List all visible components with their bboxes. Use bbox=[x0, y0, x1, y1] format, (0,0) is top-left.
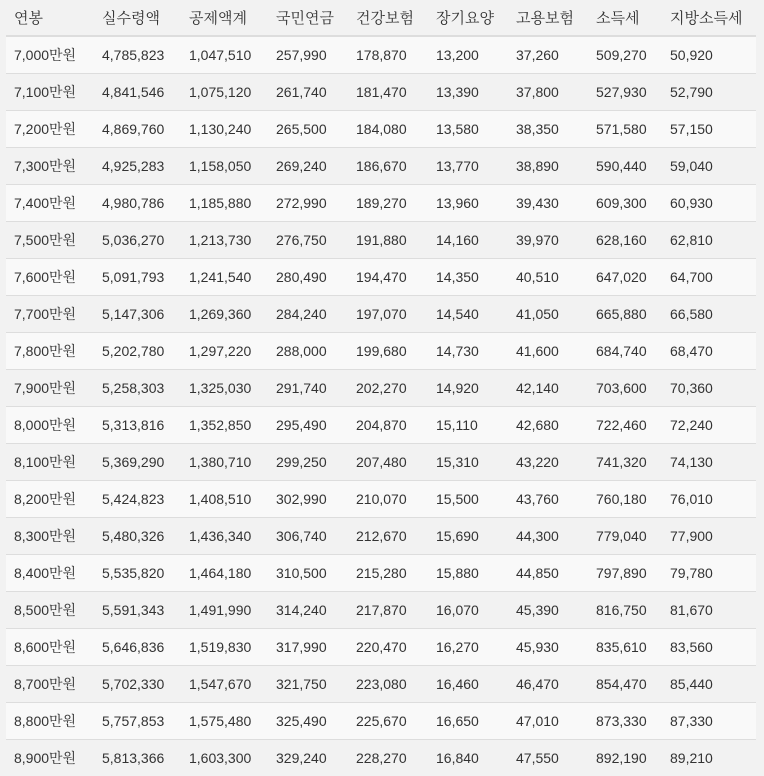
cell-long-term-care: 13,390 bbox=[428, 74, 508, 111]
cell-total-deductions: 1,408,510 bbox=[181, 481, 268, 518]
table-header bbox=[6, 0, 756, 36]
cell-annual-salary: 7,600만원 bbox=[6, 259, 94, 296]
cell-annual-salary: 7,700만원 bbox=[6, 296, 94, 333]
cell-health-insurance: 181,470 bbox=[348, 74, 428, 111]
cell-total-deductions: 1,185,880 bbox=[181, 185, 268, 222]
cell-local-income-tax: 72,240 bbox=[662, 407, 756, 444]
table-row bbox=[6, 333, 756, 370]
cell-annual-salary: 8,100만원 bbox=[6, 444, 94, 481]
table-row bbox=[6, 555, 756, 592]
cell-net-pay: 5,646,836 bbox=[94, 629, 181, 666]
cell-total-deductions: 1,519,830 bbox=[181, 629, 268, 666]
cell-long-term-care: 14,160 bbox=[428, 222, 508, 259]
cell-health-insurance: 178,870 bbox=[348, 36, 428, 74]
table-row bbox=[6, 370, 756, 407]
cell-health-insurance: 220,470 bbox=[348, 629, 428, 666]
header-long-term-care: 장기요양 bbox=[428, 0, 508, 36]
cell-net-pay: 5,757,853 bbox=[94, 703, 181, 740]
table-row bbox=[6, 259, 756, 296]
cell-national-pension: 269,240 bbox=[268, 148, 348, 185]
cell-health-insurance: 217,870 bbox=[348, 592, 428, 629]
table-row bbox=[6, 222, 756, 259]
cell-total-deductions: 1,325,030 bbox=[181, 370, 268, 407]
cell-net-pay: 4,980,786 bbox=[94, 185, 181, 222]
cell-long-term-care: 14,730 bbox=[428, 333, 508, 370]
cell-health-insurance: 197,070 bbox=[348, 296, 428, 333]
cell-annual-salary: 8,800만원 bbox=[6, 703, 94, 740]
cell-national-pension: 317,990 bbox=[268, 629, 348, 666]
cell-long-term-care: 15,110 bbox=[428, 407, 508, 444]
table-row bbox=[6, 148, 756, 185]
cell-annual-salary: 7,100만원 bbox=[6, 74, 94, 111]
cell-local-income-tax: 68,470 bbox=[662, 333, 756, 370]
table-row bbox=[6, 36, 756, 74]
cell-income-tax: 816,750 bbox=[588, 592, 662, 629]
cell-long-term-care: 14,540 bbox=[428, 296, 508, 333]
cell-long-term-care: 14,350 bbox=[428, 259, 508, 296]
table-row bbox=[6, 481, 756, 518]
cell-annual-salary: 7,500만원 bbox=[6, 222, 94, 259]
cell-national-pension: 321,750 bbox=[268, 666, 348, 703]
table-row bbox=[6, 407, 756, 444]
header-local-income-tax: 지방소득세 bbox=[662, 0, 756, 36]
cell-total-deductions: 1,213,730 bbox=[181, 222, 268, 259]
table-row bbox=[6, 74, 756, 111]
cell-local-income-tax: 79,780 bbox=[662, 555, 756, 592]
cell-total-deductions: 1,575,480 bbox=[181, 703, 268, 740]
cell-income-tax: 703,600 bbox=[588, 370, 662, 407]
cell-income-tax: 797,890 bbox=[588, 555, 662, 592]
header-net-pay: 실수령액 bbox=[94, 0, 181, 36]
cell-employment-insurance: 43,220 bbox=[508, 444, 588, 481]
cell-income-tax: 760,180 bbox=[588, 481, 662, 518]
cell-net-pay: 5,147,306 bbox=[94, 296, 181, 333]
cell-total-deductions: 1,269,360 bbox=[181, 296, 268, 333]
cell-total-deductions: 1,547,670 bbox=[181, 666, 268, 703]
cell-health-insurance: 225,670 bbox=[348, 703, 428, 740]
cell-total-deductions: 1,491,990 bbox=[181, 592, 268, 629]
cell-total-deductions: 1,047,510 bbox=[181, 36, 268, 74]
cell-health-insurance: 215,280 bbox=[348, 555, 428, 592]
cell-net-pay: 5,202,780 bbox=[94, 333, 181, 370]
cell-national-pension: 306,740 bbox=[268, 518, 348, 555]
cell-long-term-care: 16,650 bbox=[428, 703, 508, 740]
cell-annual-salary: 7,800만원 bbox=[6, 333, 94, 370]
cell-national-pension: 314,240 bbox=[268, 592, 348, 629]
cell-national-pension: 329,240 bbox=[268, 740, 348, 776]
header-row bbox=[6, 0, 756, 36]
cell-total-deductions: 1,130,240 bbox=[181, 111, 268, 148]
cell-national-pension: 261,740 bbox=[268, 74, 348, 111]
cell-national-pension: 302,990 bbox=[268, 481, 348, 518]
cell-total-deductions: 1,380,710 bbox=[181, 444, 268, 481]
table-row bbox=[6, 518, 756, 555]
cell-local-income-tax: 83,560 bbox=[662, 629, 756, 666]
cell-net-pay: 4,841,546 bbox=[94, 74, 181, 111]
cell-national-pension: 276,750 bbox=[268, 222, 348, 259]
cell-net-pay: 5,480,326 bbox=[94, 518, 181, 555]
table-row bbox=[6, 703, 756, 740]
cell-net-pay: 5,313,816 bbox=[94, 407, 181, 444]
cell-net-pay: 5,535,820 bbox=[94, 555, 181, 592]
cell-employment-insurance: 37,260 bbox=[508, 36, 588, 74]
cell-net-pay: 4,925,283 bbox=[94, 148, 181, 185]
cell-income-tax: 647,020 bbox=[588, 259, 662, 296]
cell-total-deductions: 1,603,300 bbox=[181, 740, 268, 776]
cell-net-pay: 5,091,793 bbox=[94, 259, 181, 296]
salary-net-pay-table bbox=[6, 0, 756, 776]
cell-local-income-tax: 52,790 bbox=[662, 74, 756, 111]
cell-long-term-care: 16,840 bbox=[428, 740, 508, 776]
cell-annual-salary: 7,300만원 bbox=[6, 148, 94, 185]
cell-income-tax: 509,270 bbox=[588, 36, 662, 74]
cell-health-insurance: 189,270 bbox=[348, 185, 428, 222]
cell-income-tax: 527,930 bbox=[588, 74, 662, 111]
cell-local-income-tax: 76,010 bbox=[662, 481, 756, 518]
cell-local-income-tax: 50,920 bbox=[662, 36, 756, 74]
cell-health-insurance: 186,670 bbox=[348, 148, 428, 185]
cell-local-income-tax: 62,810 bbox=[662, 222, 756, 259]
cell-health-insurance: 228,270 bbox=[348, 740, 428, 776]
cell-national-pension: 265,500 bbox=[268, 111, 348, 148]
cell-employment-insurance: 40,510 bbox=[508, 259, 588, 296]
cell-income-tax: 722,460 bbox=[588, 407, 662, 444]
cell-annual-salary: 8,500만원 bbox=[6, 592, 94, 629]
table-row bbox=[6, 111, 756, 148]
cell-local-income-tax: 87,330 bbox=[662, 703, 756, 740]
cell-employment-insurance: 38,350 bbox=[508, 111, 588, 148]
cell-national-pension: 284,240 bbox=[268, 296, 348, 333]
cell-health-insurance: 204,870 bbox=[348, 407, 428, 444]
salary-table-container bbox=[6, 0, 756, 776]
cell-annual-salary: 7,400만원 bbox=[6, 185, 94, 222]
cell-local-income-tax: 59,040 bbox=[662, 148, 756, 185]
cell-net-pay: 5,702,330 bbox=[94, 666, 181, 703]
cell-income-tax: 892,190 bbox=[588, 740, 662, 776]
cell-net-pay: 4,785,823 bbox=[94, 36, 181, 74]
cell-net-pay: 5,424,823 bbox=[94, 481, 181, 518]
cell-net-pay: 5,258,303 bbox=[94, 370, 181, 407]
cell-national-pension: 299,250 bbox=[268, 444, 348, 481]
cell-total-deductions: 1,297,220 bbox=[181, 333, 268, 370]
cell-long-term-care: 13,960 bbox=[428, 185, 508, 222]
cell-health-insurance: 194,470 bbox=[348, 259, 428, 296]
table-body bbox=[6, 36, 756, 776]
cell-local-income-tax: 60,930 bbox=[662, 185, 756, 222]
cell-net-pay: 4,869,760 bbox=[94, 111, 181, 148]
header-employment-insurance: 고용보험 bbox=[508, 0, 588, 36]
cell-income-tax: 835,610 bbox=[588, 629, 662, 666]
table-row bbox=[6, 444, 756, 481]
cell-health-insurance: 199,680 bbox=[348, 333, 428, 370]
table-row bbox=[6, 296, 756, 333]
cell-annual-salary: 8,900만원 bbox=[6, 740, 94, 776]
cell-employment-insurance: 46,470 bbox=[508, 666, 588, 703]
cell-annual-salary: 8,000만원 bbox=[6, 407, 94, 444]
cell-income-tax: 684,740 bbox=[588, 333, 662, 370]
cell-long-term-care: 16,070 bbox=[428, 592, 508, 629]
cell-income-tax: 628,160 bbox=[588, 222, 662, 259]
cell-annual-salary: 7,000만원 bbox=[6, 36, 94, 74]
cell-total-deductions: 1,436,340 bbox=[181, 518, 268, 555]
cell-long-term-care: 13,770 bbox=[428, 148, 508, 185]
cell-net-pay: 5,369,290 bbox=[94, 444, 181, 481]
table-row bbox=[6, 666, 756, 703]
cell-long-term-care: 13,200 bbox=[428, 36, 508, 74]
header-income-tax: 소득세 bbox=[588, 0, 662, 36]
header-health-insurance: 건강보험 bbox=[348, 0, 428, 36]
cell-long-term-care: 16,460 bbox=[428, 666, 508, 703]
cell-employment-insurance: 41,050 bbox=[508, 296, 588, 333]
cell-local-income-tax: 89,210 bbox=[662, 740, 756, 776]
cell-long-term-care: 15,500 bbox=[428, 481, 508, 518]
cell-annual-salary: 8,400만원 bbox=[6, 555, 94, 592]
cell-national-pension: 257,990 bbox=[268, 36, 348, 74]
cell-local-income-tax: 74,130 bbox=[662, 444, 756, 481]
cell-employment-insurance: 41,600 bbox=[508, 333, 588, 370]
cell-total-deductions: 1,158,050 bbox=[181, 148, 268, 185]
cell-income-tax: 571,580 bbox=[588, 111, 662, 148]
cell-employment-insurance: 44,850 bbox=[508, 555, 588, 592]
cell-net-pay: 5,591,343 bbox=[94, 592, 181, 629]
cell-national-pension: 295,490 bbox=[268, 407, 348, 444]
cell-employment-insurance: 42,140 bbox=[508, 370, 588, 407]
cell-income-tax: 665,880 bbox=[588, 296, 662, 333]
cell-annual-salary: 8,200만원 bbox=[6, 481, 94, 518]
cell-income-tax: 609,300 bbox=[588, 185, 662, 222]
cell-long-term-care: 15,310 bbox=[428, 444, 508, 481]
table-row bbox=[6, 740, 756, 776]
cell-national-pension: 280,490 bbox=[268, 259, 348, 296]
cell-local-income-tax: 70,360 bbox=[662, 370, 756, 407]
cell-total-deductions: 1,241,540 bbox=[181, 259, 268, 296]
cell-employment-insurance: 42,680 bbox=[508, 407, 588, 444]
cell-employment-insurance: 44,300 bbox=[508, 518, 588, 555]
cell-local-income-tax: 66,580 bbox=[662, 296, 756, 333]
cell-employment-insurance: 39,430 bbox=[508, 185, 588, 222]
header-total-deductions: 공제액계 bbox=[181, 0, 268, 36]
cell-long-term-care: 13,580 bbox=[428, 111, 508, 148]
cell-employment-insurance: 47,010 bbox=[508, 703, 588, 740]
table-row bbox=[6, 185, 756, 222]
cell-long-term-care: 16,270 bbox=[428, 629, 508, 666]
cell-employment-insurance: 47,550 bbox=[508, 740, 588, 776]
cell-local-income-tax: 77,900 bbox=[662, 518, 756, 555]
cell-income-tax: 779,040 bbox=[588, 518, 662, 555]
header-national-pension: 국민연금 bbox=[268, 0, 348, 36]
cell-net-pay: 5,036,270 bbox=[94, 222, 181, 259]
cell-health-insurance: 184,080 bbox=[348, 111, 428, 148]
cell-national-pension: 291,740 bbox=[268, 370, 348, 407]
cell-income-tax: 590,440 bbox=[588, 148, 662, 185]
cell-net-pay: 5,813,366 bbox=[94, 740, 181, 776]
cell-employment-insurance: 38,890 bbox=[508, 148, 588, 185]
cell-total-deductions: 1,075,120 bbox=[181, 74, 268, 111]
cell-national-pension: 310,500 bbox=[268, 555, 348, 592]
cell-employment-insurance: 39,970 bbox=[508, 222, 588, 259]
cell-national-pension: 272,990 bbox=[268, 185, 348, 222]
cell-national-pension: 288,000 bbox=[268, 333, 348, 370]
cell-health-insurance: 212,670 bbox=[348, 518, 428, 555]
cell-annual-salary: 7,900만원 bbox=[6, 370, 94, 407]
cell-annual-salary: 7,200만원 bbox=[6, 111, 94, 148]
cell-local-income-tax: 85,440 bbox=[662, 666, 756, 703]
cell-income-tax: 873,330 bbox=[588, 703, 662, 740]
cell-health-insurance: 207,480 bbox=[348, 444, 428, 481]
cell-employment-insurance: 45,390 bbox=[508, 592, 588, 629]
table-row bbox=[6, 629, 756, 666]
cell-health-insurance: 210,070 bbox=[348, 481, 428, 518]
cell-health-insurance: 202,270 bbox=[348, 370, 428, 407]
header-annual-salary: 연봉 bbox=[6, 0, 94, 36]
cell-health-insurance: 191,880 bbox=[348, 222, 428, 259]
cell-health-insurance: 223,080 bbox=[348, 666, 428, 703]
cell-local-income-tax: 57,150 bbox=[662, 111, 756, 148]
cell-long-term-care: 15,880 bbox=[428, 555, 508, 592]
cell-employment-insurance: 43,760 bbox=[508, 481, 588, 518]
cell-annual-salary: 8,300만원 bbox=[6, 518, 94, 555]
table-row bbox=[6, 592, 756, 629]
cell-national-pension: 325,490 bbox=[268, 703, 348, 740]
cell-total-deductions: 1,464,180 bbox=[181, 555, 268, 592]
cell-long-term-care: 15,690 bbox=[428, 518, 508, 555]
cell-local-income-tax: 81,670 bbox=[662, 592, 756, 629]
cell-local-income-tax: 64,700 bbox=[662, 259, 756, 296]
cell-income-tax: 854,470 bbox=[588, 666, 662, 703]
cell-employment-insurance: 37,800 bbox=[508, 74, 588, 111]
cell-annual-salary: 8,700만원 bbox=[6, 666, 94, 703]
cell-long-term-care: 14,920 bbox=[428, 370, 508, 407]
cell-employment-insurance: 45,930 bbox=[508, 629, 588, 666]
cell-annual-salary: 8,600만원 bbox=[6, 629, 94, 666]
cell-income-tax: 741,320 bbox=[588, 444, 662, 481]
cell-total-deductions: 1,352,850 bbox=[181, 407, 268, 444]
